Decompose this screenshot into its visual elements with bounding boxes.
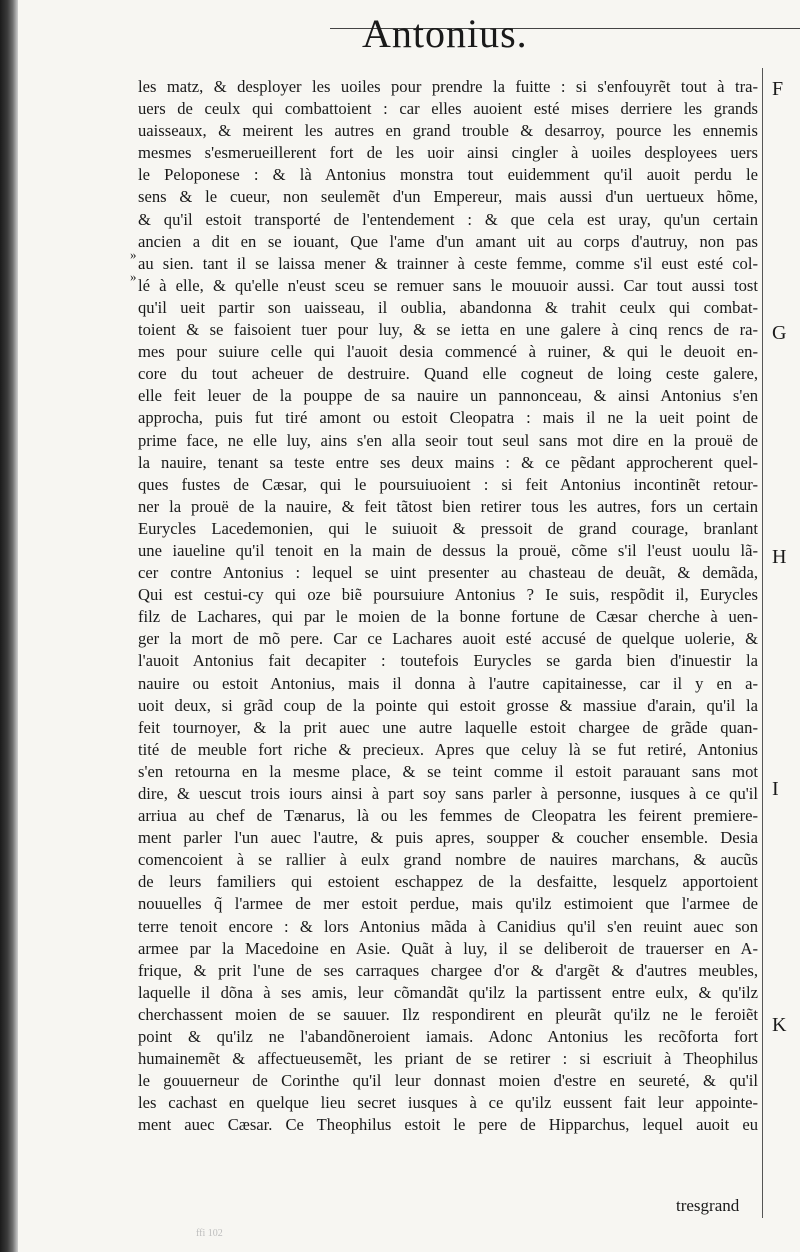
text-line: la nauire, tenant sa teste entre ses deux mains : & ce pẽdant approcherent quel-	[138, 452, 758, 472]
text-line: approcha, puis fut tiré amont ou estoit Cleopatra : mais il ne la ueit point de	[138, 408, 758, 428]
text-line: de leurs familiers qui estoient eschappez de la desfaitte, lesquelz apportoient	[138, 872, 758, 892]
body-text	[138, 76, 758, 1137]
text-line: nauire ou estoit Antonius, mais il donna à l'autre capitainesse, car il y en a-	[138, 673, 758, 693]
text-line: le gouuerneur de Corinthe qu'il leur donnast moien d'estre en seureté, & qu'il	[138, 1071, 758, 1091]
text-line: lé à elle, & qu'elle n'eust sceu se remuer sans le mouuoir aussi. Car tout aussi tost	[138, 275, 758, 295]
text-line: s'en retourna en la mesme place, & se teint comme il estoit parauant sans mot	[138, 761, 758, 781]
quotation-marker: »	[130, 269, 137, 284]
text-line: les cachast en quelque lieu secret iusques à ce qu'ilz eussent fait leur appointe-	[138, 1093, 758, 1113]
text-line: feit tournoyer, & la prit auec une autre laquelle estoit chargee de grãde quan-	[138, 717, 758, 737]
text-line: nouuelles q̃ l'armee de mer estoit perdue, mais qu'ilz estimoient que l'armee de	[138, 894, 758, 914]
text-line: elle feit leuer de la pouppe de sa nauire un pannonceau, & ainsi Antonius s'en	[138, 386, 758, 406]
text-line: arriua au chef de Tænarus, là ou les femmes de Cleopatra les feirent premiere-	[138, 806, 758, 826]
running-title: Antonius.	[362, 11, 528, 56]
text-line: terre tenoit encore : & lors Antonius mãda à Canidius qu'il s'en reuint auec son	[138, 916, 758, 936]
text-line: prime face, ne elle luy, ains s'en alla seoir tout seul sans mot dire en la prouë de	[138, 430, 758, 450]
text-line: core du tout acheuer de destruire. Quand elle cogneut de loing ceste galere,	[138, 364, 758, 384]
text-line: filz de Lachares, qui par le moien de la bonne fortune de Cæsar cherche à uen-	[138, 607, 758, 627]
page-gutter-shadow	[0, 0, 18, 1252]
text-line: point & qu'ilz ne l'abandõneroient iamais. Adonc Antonius les recõforta fort	[138, 1027, 758, 1047]
margin-letter-k: K	[772, 1014, 787, 1036]
text-line: ner la prouë de la nauire, & feit tãtost bien retirer tous les autres, fors un certain	[138, 496, 758, 516]
margin-letter-f: F	[772, 78, 784, 100]
text-line: le Peloponese : & là Antonius monstra tout euidemment qu'il auoit perdu le	[138, 165, 758, 185]
text-line: ment auec Cæsar. Ce Theophilus estoit le pere de Hipparchus, lequel auoit eu	[138, 1115, 758, 1135]
text-line: uers de ceulx qui combattoient : car elles auoient esté mises derriere les grands	[138, 99, 758, 119]
text-line: cherchassent moien de se sauuer. Ilz respondirent en pleurãt qu'ilz ne le feroiẽt	[138, 1004, 758, 1024]
catchword: tresgrand	[676, 1196, 740, 1215]
text-line: qu'il ueit partir son uaisseau, il oublia, abandonna & trahit ceulx qui combat-	[138, 297, 758, 317]
text-line: l'auoit Antonius fait decapiter : toutefois Eurycles se garda bien d'inuestir la	[138, 651, 758, 671]
text-line: sens & le cueur, non seulemẽt d'un Empereur, mais aussi d'un uertueux hõme,	[138, 187, 758, 207]
text-line: une iaueline qu'il tenoit en la main de dessus la prouë, cõme s'il l'eust uoulu lã-	[138, 540, 758, 560]
margin-rule	[762, 68, 763, 1218]
text-line: & qu'il estoit transporté de l'entendement : & que cela est uray, qu'un certain	[138, 209, 758, 229]
margin-letter-i: I	[772, 778, 779, 800]
text-line: au sien. tant il se laissa mener & trainner à ceste femme, comme s'il eust esté col-	[138, 253, 758, 273]
text-line: ques fustes de Cæsar, qui le poursuiuoient : si feit Antonius incontinẽt retour-	[138, 474, 758, 494]
text-line: dire, & uescut trois iours ainsi à part soy sans parler à personne, iusques à ce qu'il	[138, 784, 758, 803]
show-through-mark: ffi 102	[196, 1228, 223, 1239]
text-line: ment parler l'un auec l'autre, & puis apres, soupper & coucher ensemble. Desia	[138, 828, 758, 848]
text-line: les matz, & desployer les uoiles pour prendre la fuitte : si s'enfouyrẽt tout à tra-	[138, 77, 758, 96]
text-line: Eurycles Lacedemonien, qui le suiuoit & pressoit de grand courage, branlant	[138, 518, 758, 538]
text-line: comencoient à se rallier à eulx grand nombre de nauires marchans, & aucũs	[138, 850, 758, 870]
margin-letter-g: G	[772, 322, 787, 344]
text-line: Qui est cestui-cy qui oze biẽ poursuiure Antonius ? Ie suis, respõdit il, Eurycles	[138, 585, 758, 605]
text-line: ancien a dit en se iouant, Que l'ame d'un amant uit au corps d'autruy, non pas	[138, 231, 758, 251]
text-line: uoit deux, si grãd coup de la pointe qui estoit grosse & massiue d'arain, qu'il la	[138, 695, 758, 715]
quotation-marker: »	[130, 247, 137, 262]
text-line: cer contre Antonius : lequel se uint presenter au chasteau de deuãt, & demãda,	[138, 563, 758, 583]
text-line: mes pour suiure celle qui l'auoit desia commencé à ruiner, & qui le deuoit en-	[138, 342, 758, 362]
text-line: humainemẽt & affectueusemẽt, les priant de se retirer : si escriuit à Theophilus	[138, 1049, 758, 1069]
text-line: armee par la Macedoine en Asie. Quãt à luy, il se deliberoit de trauerser en A-	[138, 938, 758, 958]
text-line: mesmes s'esmerueillerent fort de les uoir ainsi cingler à uoiles desployees uers	[138, 143, 758, 163]
text-line: tité de meuble fort riche & precieux. Apres que celuy là se fut retiré, Antonius	[138, 739, 758, 759]
text-line: laquelle il dõna à ses amis, leur cõmandãt qu'ilz la partissent entre eulx, & qu'ilz	[138, 982, 758, 1002]
text-line: ger la mort de mõ pere. Car ce Lachares auoit esté accusé de quelque uolerie, &	[138, 629, 758, 649]
text-line: frique, & prit l'une de ses carraques chargee d'or & d'argẽt & d'autres meubles,	[138, 960, 758, 980]
text-line: toient & se faisoient tuer pour luy, & se ietta en une galere à cinq rencs de ra-	[138, 320, 758, 340]
margin-letter-h: H	[772, 546, 787, 568]
text-line: uaisseaux, & meirent les autres en grand trouble & desarroy, pource les ennemis	[138, 121, 758, 141]
